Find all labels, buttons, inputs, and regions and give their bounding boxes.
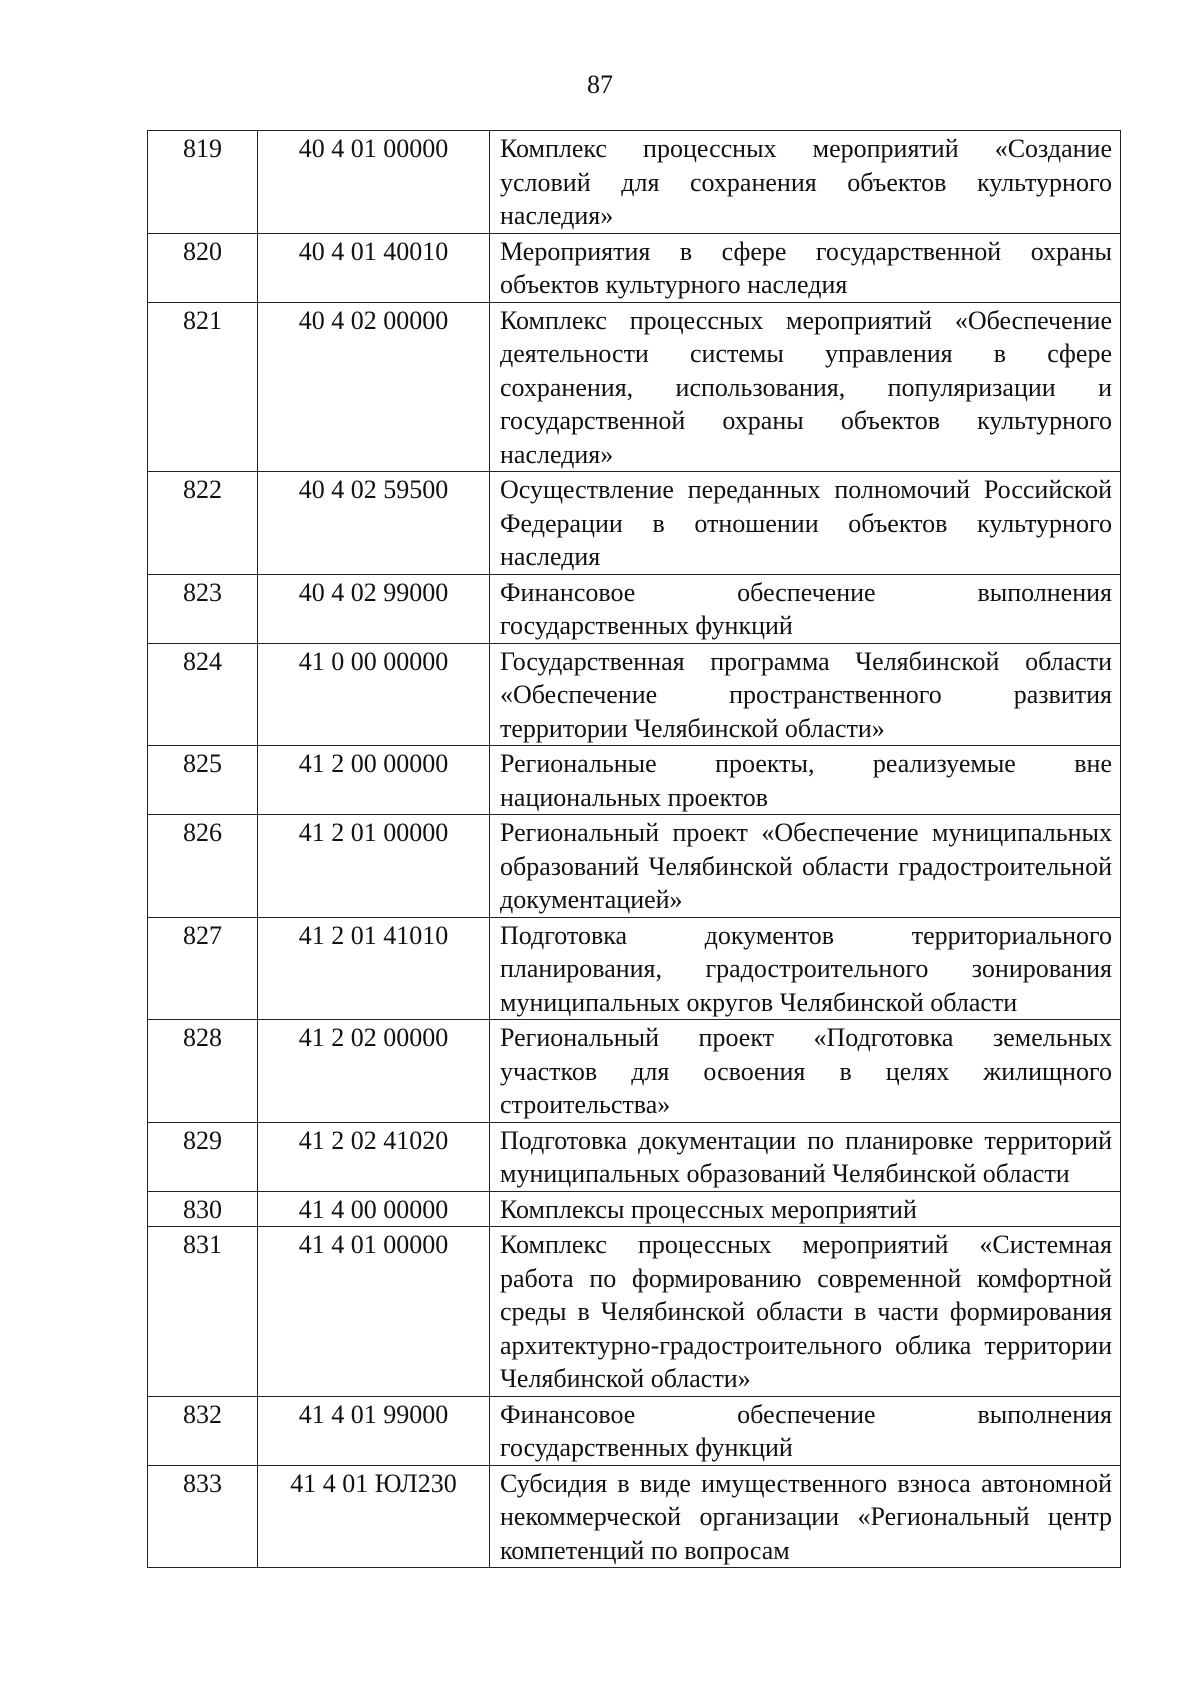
budget-codes-table (147, 130, 1121, 1568)
row-number-cell: 828 (148, 1020, 258, 1123)
table-row (148, 1191, 1121, 1227)
item-name-cell: Мероприятия в сфере государственной охраны объектов культурного наследия (490, 233, 1121, 302)
row-number-cell: 831 (148, 1227, 258, 1397)
classification-code-cell: 41 2 02 00000 (258, 1020, 490, 1123)
item-name-cell: Осуществление переданных полномочий Российской Федерации в отношении объектов культурного наследия (490, 472, 1121, 575)
row-number-cell: 822 (148, 472, 258, 575)
table-row (148, 574, 1121, 643)
item-name-cell: Региональные проекты, реализуемые вне национальных проектов (490, 746, 1121, 815)
classification-code-cell: 40 4 01 40010 (258, 233, 490, 302)
table-row (148, 815, 1121, 918)
table-row (148, 302, 1121, 472)
classification-code-cell: 41 4 00 00000 (258, 1191, 490, 1227)
row-number-cell: 823 (148, 574, 258, 643)
classification-code-cell: 40 4 02 00000 (258, 302, 490, 472)
item-name-cell: Комплекс процессных мероприятий «Обеспечение деятельности системы управления в сфере сохранения, использования, популяризации и государственной охраны объектов культурного наследия» (490, 302, 1121, 472)
classification-code-cell: 41 2 00 00000 (258, 746, 490, 815)
row-number-cell: 830 (148, 1191, 258, 1227)
row-number-cell: 819 (148, 131, 258, 234)
table-row (148, 1396, 1121, 1465)
page-number: 87 (587, 70, 613, 99)
table-body (148, 131, 1121, 1568)
classification-code-cell: 40 4 02 59500 (258, 472, 490, 575)
item-name-cell: Комплекс процессных мероприятий «Системная работа по формированию современной комфортной среды в Челябинской области в части формирования архитектурно-градостроительного облика территории Челябинской области» (490, 1227, 1121, 1397)
table-row (148, 917, 1121, 1020)
item-name-cell: Комплексы процессных мероприятий (490, 1191, 1121, 1227)
table-row (148, 1227, 1121, 1397)
table-row (148, 131, 1121, 234)
table-row (148, 643, 1121, 746)
item-name-cell: Подготовка документации по планировке территорий муниципальных образований Челябинской области (490, 1122, 1121, 1191)
table-row (148, 1465, 1121, 1568)
table-row (148, 233, 1121, 302)
classification-code-cell: 41 0 00 00000 (258, 643, 490, 746)
table-row (148, 1122, 1121, 1191)
classification-code-cell: 41 2 01 41010 (258, 917, 490, 1020)
item-name-cell: Финансовое обеспечение выполнения государственных функций (490, 574, 1121, 643)
item-name-cell: Комплекс процессных мероприятий «Создание условий для сохранения объектов культурного наследия» (490, 131, 1121, 234)
table-row (148, 472, 1121, 575)
row-number-cell: 821 (148, 302, 258, 472)
item-name-cell: Субсидия в виде имущественного взноса автономной некоммерческой организации «Региональный центр компетенций по вопросам (490, 1465, 1121, 1568)
row-number-cell: 825 (148, 746, 258, 815)
item-name-cell: Региональный проект «Подготовка земельных участков для освоения в целях жилищного строительства» (490, 1020, 1121, 1123)
classification-code-cell: 41 2 02 41020 (258, 1122, 490, 1191)
classification-code-cell: 41 4 01 99000 (258, 1396, 490, 1465)
row-number-cell: 833 (148, 1465, 258, 1568)
row-number-cell: 820 (148, 233, 258, 302)
item-name-cell: Региональный проект «Обеспечение муниципальных образований Челябинской области градостроительной документацией» (490, 815, 1121, 918)
classification-code-cell: 40 4 02 99000 (258, 574, 490, 643)
table-row (148, 1020, 1121, 1123)
table-row (148, 746, 1121, 815)
row-number-cell: 829 (148, 1122, 258, 1191)
classification-code-cell: 41 4 01 ЮЛ230 (258, 1465, 490, 1568)
row-number-cell: 827 (148, 917, 258, 1020)
classification-code-cell: 41 4 01 00000 (258, 1227, 490, 1397)
row-number-cell: 826 (148, 815, 258, 918)
item-name-cell: Финансовое обеспечение выполнения государственных функций (490, 1396, 1121, 1465)
item-name-cell: Подготовка документов территориального планирования, градостроительного зонирования муниципальных округов Челябинской области (490, 917, 1121, 1020)
row-number-cell: 824 (148, 643, 258, 746)
classification-code-cell: 41 2 01 00000 (258, 815, 490, 918)
row-number-cell: 832 (148, 1396, 258, 1465)
item-name-cell: Государственная программа Челябинской области «Обеспечение пространственного развития территории Челябинской области» (490, 643, 1121, 746)
classification-code-cell: 40 4 01 00000 (258, 131, 490, 234)
